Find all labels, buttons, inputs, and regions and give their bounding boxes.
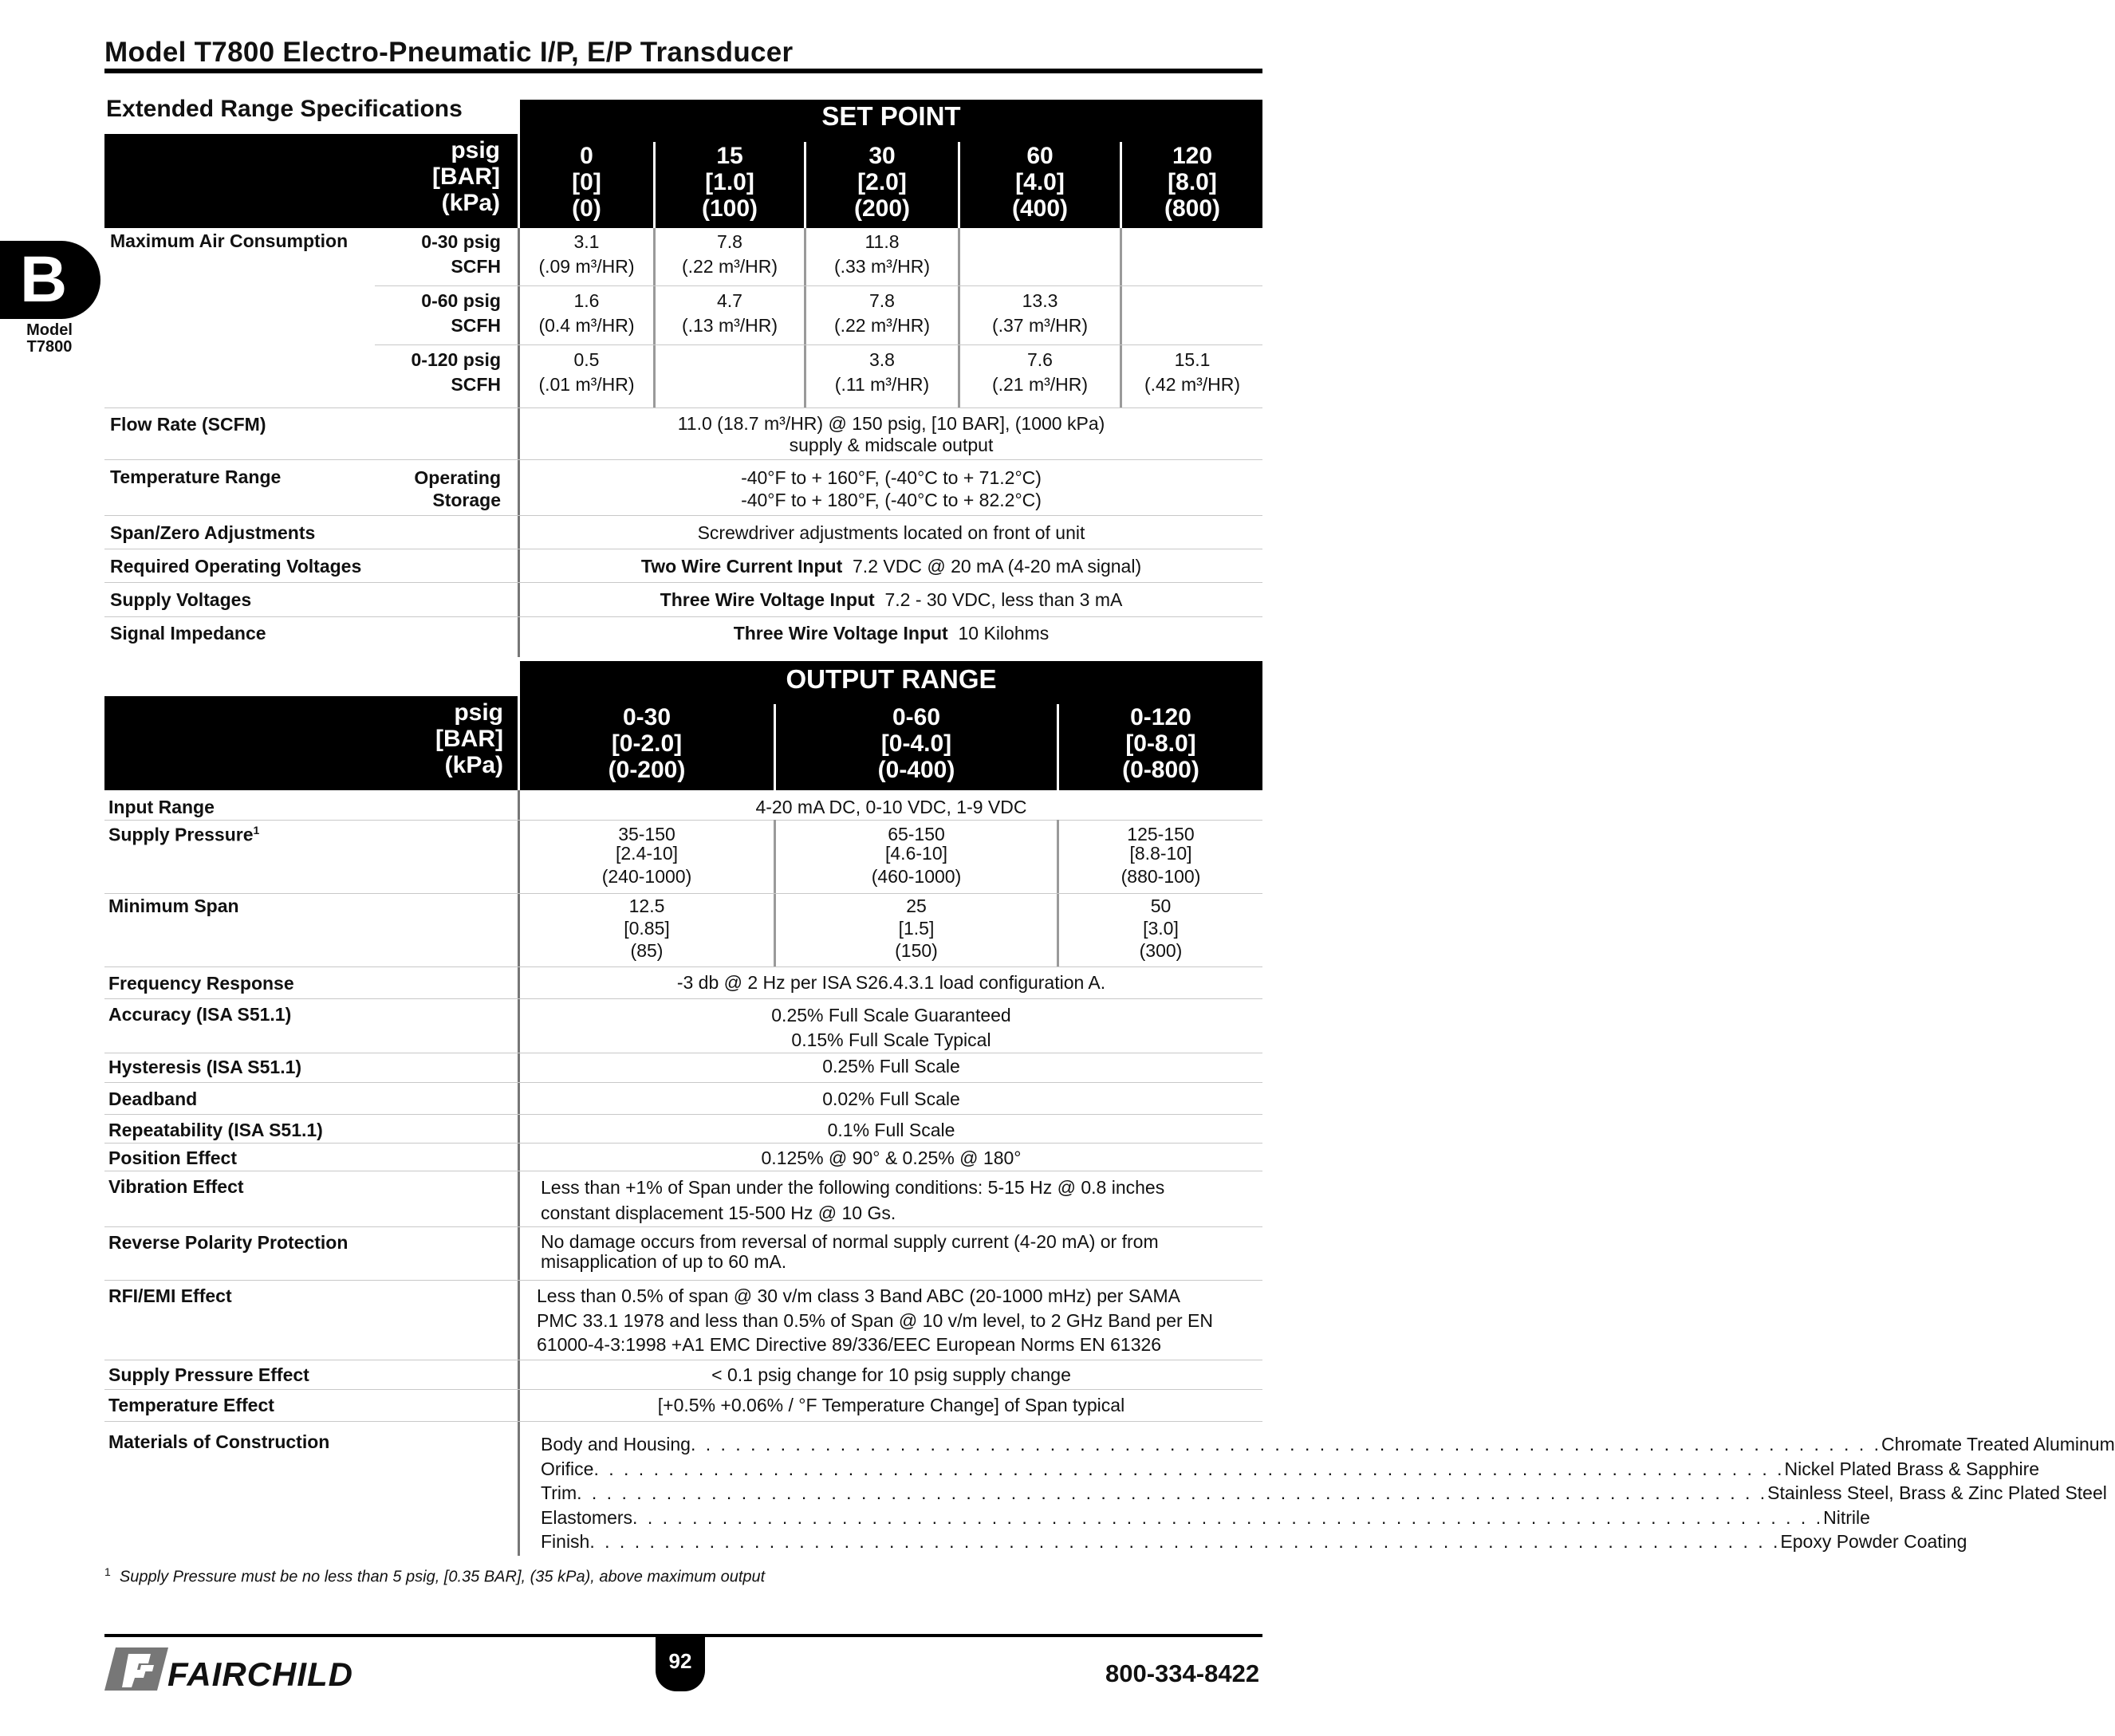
deadband-label: Deadband	[108, 1088, 198, 1109]
supply-pressure-0-60: 65-150 [4.6-10] (460-1000)	[871, 824, 962, 887]
air-consumption-cell: 0.5 (.01 m³/HR)	[538, 349, 635, 395]
air-row-range: 0-30 psig SCFH	[421, 231, 501, 277]
position-effect-value: 0.125% @ 90° & 0.25% @ 180°	[761, 1147, 1022, 1168]
repeatability-label: Repeatability (ISA S51.1)	[108, 1120, 323, 1140]
position-effect-label: Position Effect	[108, 1147, 238, 1168]
set-point-col-120: 120 [8.0] (800)	[1164, 143, 1221, 222]
reverse-polarity-label: Reverse Polarity Protection	[108, 1232, 349, 1253]
accuracy-value: 0.25% Full Scale Guaranteed 0.15% Full Scale Typical	[771, 1005, 1011, 1050]
material-row: Finish . . . . . . . . . . . . . . . . . . . . . . . . . . . . . . . . . . . . . . . . . . . . . . . . . . . . . . . . . . . . . . . . . . . . . . . . . . . . . . . . Epoxy Powder Coating	[541, 1531, 1967, 1552]
air-row-range: 0-120 psig SCFH	[411, 349, 501, 395]
material-row: Orifice . . . . . . . . . . . . . . . . . . . . . . . . . . . . . . . . . . . . . . . . . . . . . . . . . . . . . . . . . . . . . . . . . . . . . . . . . . . . . . . . Nickel Plated Brass & Sapphire	[541, 1458, 2040, 1479]
required-voltages-label: Required Operating Voltages	[110, 556, 362, 577]
air-consumption-cell: 3.8 (.11 m³/HR)	[834, 349, 930, 395]
air-consumption-cell: 1.6 (0.4 m³/HR)	[538, 290, 635, 336]
signal-impedance-label: Signal Impedance	[110, 623, 266, 644]
temperature-effect-value: [+0.5% +0.06% / °F Temperature Change] of Span typical	[657, 1395, 1125, 1415]
materials-list	[541, 1432, 2115, 1554]
materials-label: Materials of Construction	[108, 1431, 330, 1452]
rfi-emi-value: Less than 0.5% of span @ 30 v/m class 3 Band ABC (20-1000 mHz) per SAMA PMC 33.1 1978 and less than 0.5% of Span @ 10 v/m level, to 2 GHz Band per EN 61000-4-3:1998 +A1 EMC Directive 89/336/EEC European Norms EN 61326	[537, 1285, 1213, 1355]
supply-pressure-effect-label: Supply Pressure Effect	[108, 1364, 309, 1385]
hysteresis-label: Hysteresis (ISA S51.1)	[108, 1057, 302, 1077]
phone-number: 800-334-8422	[1105, 1659, 1260, 1687]
output-range-heading: OUTPUT RANGE	[786, 664, 997, 694]
brand-name: FAIRCHILD	[167, 1655, 353, 1693]
repeatability-value: 0.1% Full Scale	[827, 1120, 955, 1140]
minimum-span-label: Minimum Span	[108, 896, 239, 916]
air-consumption-cell: 7.8 (.22 m³/HR)	[833, 290, 931, 336]
supply-pressure-0-30: 35-150 [2.4-10] (240-1000)	[601, 824, 692, 887]
set-point-col-60: 60 [4.0] (400)	[1011, 143, 1069, 222]
section-tab: B	[0, 241, 100, 319]
air-consumption-cell: 13.3 (.37 m³/HR)	[991, 290, 1089, 336]
output-col-0-120: 0-120 [0-8.0] (0-800)	[1122, 704, 1199, 783]
required-voltages-value: Two Wire Current Input 7.2 VDC @ 20 mA (4-20 mA signal)	[640, 556, 1142, 577]
rfi-emi-label: RFI/EMI Effect	[108, 1285, 232, 1306]
frequency-response-value: -3 db @ 2 Hz per ISA S26.4.3.1 load configuration A.	[676, 972, 1106, 993]
set-point-heading: SET POINT	[821, 101, 961, 131]
supply-pressure-effect-value: < 0.1 psig change for 10 psig supply change	[711, 1364, 1071, 1385]
temperature-sub-labels: Operating Storage	[414, 467, 501, 510]
output-range-units: psig [BAR] (kPa)	[435, 699, 503, 778]
footnote: $^1$ Supply Pressure must be no less than 5 psig, [0.35 BAR], (35 kPa), above maximum output	[104, 1565, 766, 1586]
hysteresis-value: 0.25% Full Scale	[822, 1056, 960, 1077]
input-range-value: 4-20 mA DC, 0-10 VDC, 1-9 VDC	[755, 797, 1027, 817]
flow-rate-value: 11.0 (18.7 m³/HR) @ 150 psig, [10 BAR], (1000 kPa) supply & midscale output	[677, 413, 1105, 455]
output-col-0-30: 0-30 [0-2.0] (0-200)	[608, 704, 686, 783]
temperature-range-value: -40°F to + 160°F, (-40°C to + 71.2°C) -40°F to + 180°F, (-40°C to + 82.2°C)	[741, 467, 1042, 510]
minimum-span-0-120: 50 [3.0] (300)	[1139, 896, 1183, 961]
vibration-effect-label: Vibration Effect	[108, 1176, 244, 1197]
temperature-range-label: Temperature Range	[110, 466, 282, 487]
air-consumption-cell: 15.1 (.42 m³/HR)	[1144, 349, 1241, 395]
set-point-col-0: 0 [0] (0)	[572, 143, 601, 222]
material-row: Trim . . . . . . . . . . . . . . . . . . . . . . . . . . . . . . . . . . . . . . . . . . . . . . . . . . . . . . . . . . . . . . . . . . . . . . . . . . . . . . . . Stainless Steel, Brass & Zinc Plated Steel	[541, 1482, 2107, 1503]
title-rule	[104, 69, 1262, 73]
span-zero-label: Span/Zero Adjustments	[110, 522, 316, 543]
page-number: 92	[656, 1636, 705, 1691]
set-point-col-30: 30 [2.0] (200)	[853, 143, 911, 222]
air-consumption-cell: 3.1 (.09 m³/HR)	[538, 231, 635, 277]
input-range-label: Input Range	[108, 797, 215, 817]
page-title: Model T7800 Electro-Pneumatic I/P, E/P Transducer	[104, 37, 794, 68]
accuracy-label: Accuracy (ISA S51.1)	[108, 1004, 292, 1025]
supply-pressure-label: Supply Pressure$^1$	[108, 824, 260, 845]
minimum-span-0-30: 12.5 [0.85] (85)	[624, 896, 670, 961]
set-point-units: psig [BAR] (kPa)	[432, 137, 500, 216]
supply-voltages-value: Three Wire Voltage Input 7.2 - 30 VDC, less than 3 mA	[660, 589, 1123, 610]
air-consumption-cell: 7.8 (.22 m³/HR)	[681, 231, 778, 277]
deadband-value: 0.02% Full Scale	[822, 1088, 960, 1109]
fairchild-logo-icon	[104, 1647, 168, 1691]
section-subtitle: Extended Range Specifications	[106, 96, 463, 122]
flow-rate-label: Flow Rate (SCFM)	[110, 414, 266, 435]
temperature-effect-label: Temperature Effect	[108, 1395, 274, 1415]
output-col-0-60: 0-60 [0-4.0] (0-400)	[877, 704, 955, 783]
signal-impedance-value: Three Wire Voltage Input 10 Kilohms	[733, 623, 1050, 644]
section-tab-model: Model T7800	[26, 321, 73, 356]
vibration-effect-value: Less than +1% of Span under the following conditions: 5-15 Hz @ 0.8 inches constant displacement 15-500 Hz @ 10 Gs.	[541, 1177, 1165, 1223]
air-row-range: 0-60 psig SCFH	[421, 290, 501, 336]
air-consumption-cell: 7.6 (.21 m³/HR)	[991, 349, 1089, 395]
air-consumption-cell: 4.7 (.13 m³/HR)	[681, 290, 778, 336]
span-zero-value: Screwdriver adjustments located on front of unit	[697, 522, 1085, 543]
material-row: Elastomers . . . . . . . . . . . . . . . . . . . . . . . . . . . . . . . . . . . . . . . . . . . . . . . . . . . . . . . . . . . . . . . . . . . . . . . . . . . . . . . . Nitrile	[541, 1506, 1870, 1528]
supply-voltages-label: Supply Voltages	[110, 589, 252, 610]
minimum-span-0-60: 25 [1.5] (150)	[895, 896, 938, 961]
set-point-col-15: 15 [1.0] (100)	[701, 143, 758, 222]
air-consumption-cell: 11.8 (.33 m³/HR)	[833, 231, 931, 277]
material-row: Body and Housing . . . . . . . . . . . . . . . . . . . . . . . . . . . . . . . . . . . . . . . . . . . . . . . . . . . . . . . . . . . . . . . . . . . . . . . . . . . . . . . . Chromate Treated Aluminum	[541, 1434, 2115, 1455]
reverse-polarity-value: No damage occurs from reversal of normal supply current (4-20 mA) or from misapplication of up to 60 mA.	[541, 1231, 1159, 1272]
frequency-response-label: Frequency Response	[108, 973, 294, 994]
supply-pressure-0-120: 125-150 [8.8-10] (880-100)	[1121, 824, 1201, 887]
air-consumption-label: Maximum Air Consumption	[110, 230, 349, 251]
